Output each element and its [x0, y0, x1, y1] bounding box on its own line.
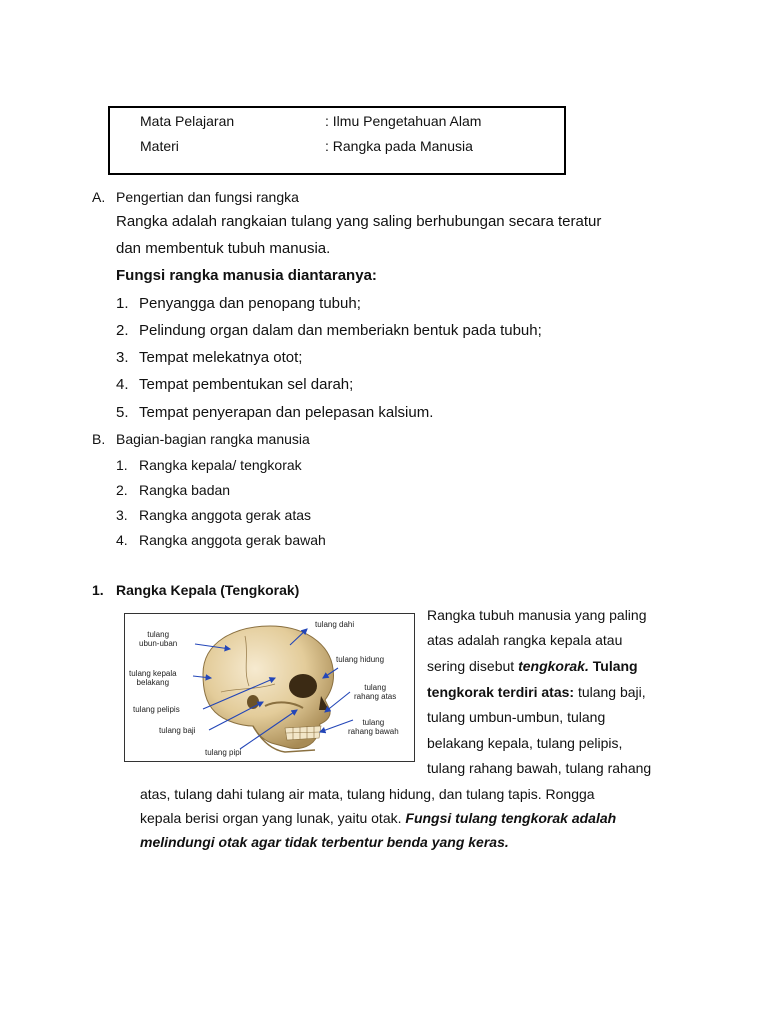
- topic-value: : Rangka pada Manusia: [325, 138, 473, 154]
- skull-text-bold: Tulang: [588, 658, 638, 674]
- part-text: Rangka kepala/ tengkorak: [139, 457, 302, 473]
- function-number: 4.: [116, 376, 129, 393]
- skull-text-plain: tulang baji,: [574, 684, 646, 700]
- skull-text-line: [427, 684, 646, 700]
- skull-text-line: tulang rahang bawah, tulang rahang: [427, 760, 652, 776]
- label-tulang-hidung: tulang hidung: [336, 655, 385, 664]
- part-number: 2.: [116, 482, 128, 498]
- part-number: 3.: [116, 507, 128, 523]
- part-number: 1.: [116, 457, 128, 473]
- skull-text-line: tulang umbun-umbun, tulang: [427, 709, 606, 725]
- skull-diagram: [124, 613, 415, 762]
- label-tulang-baji: tulang baji: [159, 726, 196, 735]
- skull-text-plain: kepala berisi organ yang lunak, yaitu otak.: [140, 810, 406, 826]
- label-rahang-bawah: tulang rahang bawah: [348, 718, 399, 736]
- label-ubun-uban: tulang ubun-uban: [139, 630, 178, 648]
- skull-text-term: tengkorak.: [518, 658, 589, 674]
- part-text: Rangka anggota gerak bawah: [139, 532, 326, 548]
- function-text: Tempat melekatnya otot;: [139, 349, 303, 366]
- label-tulang-dahi: tulang dahi: [315, 620, 355, 629]
- label-tulang-pipi: tulang pipi: [205, 748, 242, 757]
- part-number: 4.: [116, 532, 128, 548]
- skull-text-emphasis: Fungsi tulang tengkorak adalah: [405, 810, 617, 826]
- label-tulang-pelipis: tulang pelipis: [133, 705, 180, 714]
- definition-line-1: Rangka adalah rangkaian tulang yang saling berhubungan secara teratur: [116, 213, 602, 230]
- function-number: 1.: [116, 295, 129, 312]
- function-text: Penyangga dan penopang tubuh;: [139, 295, 361, 312]
- definition-line-2: dan membentuk tubuh manusia.: [116, 240, 331, 257]
- function-number: 5.: [116, 404, 129, 421]
- part-text: Rangka anggota gerak atas: [139, 507, 312, 523]
- subject-value: : Ilmu Pengetahuan Alam: [325, 113, 482, 129]
- skull-text-line: atas adalah rangka kepala atau: [427, 632, 623, 648]
- skull-text-line: atas, tulang dahi tulang air mata, tulang hidung, dan tulang tapis. Rongga: [140, 786, 595, 802]
- skull-text-line: melindungi otak agar tidak terbentur benda yang keras.: [140, 834, 509, 850]
- section-b-heading: Bagian-bagian rangka manusia: [116, 431, 310, 447]
- section-a-marker: A.: [92, 189, 106, 205]
- skull-text-plain: sering disebut: [427, 658, 519, 674]
- skull-text-bold: tengkorak terdiri atas:: [427, 684, 575, 700]
- skull-text-line: belakang kepala, tulang pelipis,: [427, 735, 623, 751]
- function-text: Tempat pembentukan sel darah;: [139, 376, 354, 393]
- label-rahang-atas: tulang rahang atas: [354, 683, 397, 701]
- function-number: 2.: [116, 322, 129, 339]
- skull-text-line: Rangka tubuh manusia yang paling: [427, 607, 647, 623]
- subject-label: Mata Pelajaran: [140, 113, 235, 129]
- functions-title: Fungsi rangka manusia diantaranya:: [116, 267, 377, 284]
- topic-label: Materi: [140, 138, 179, 154]
- part-text: Rangka badan: [139, 482, 231, 498]
- skull-section-number: 1.: [92, 582, 104, 598]
- function-text: Tempat penyerapan dan pelepasan kalsium.: [139, 404, 434, 421]
- section-b-marker: B.: [92, 431, 106, 447]
- function-text: Pelindung organ dalam dan memberiakn bentuk pada tubuh;: [139, 322, 542, 339]
- skull-section-title: Rangka Kepala (Tengkorak): [116, 582, 300, 598]
- skull-text-line: [427, 658, 638, 674]
- label-kepala-belakang: tulang kepala belakang: [129, 669, 177, 687]
- section-a-heading: Pengertian dan fungsi rangka: [116, 189, 299, 205]
- function-number: 3.: [116, 349, 129, 366]
- skull-text-line: [140, 810, 616, 826]
